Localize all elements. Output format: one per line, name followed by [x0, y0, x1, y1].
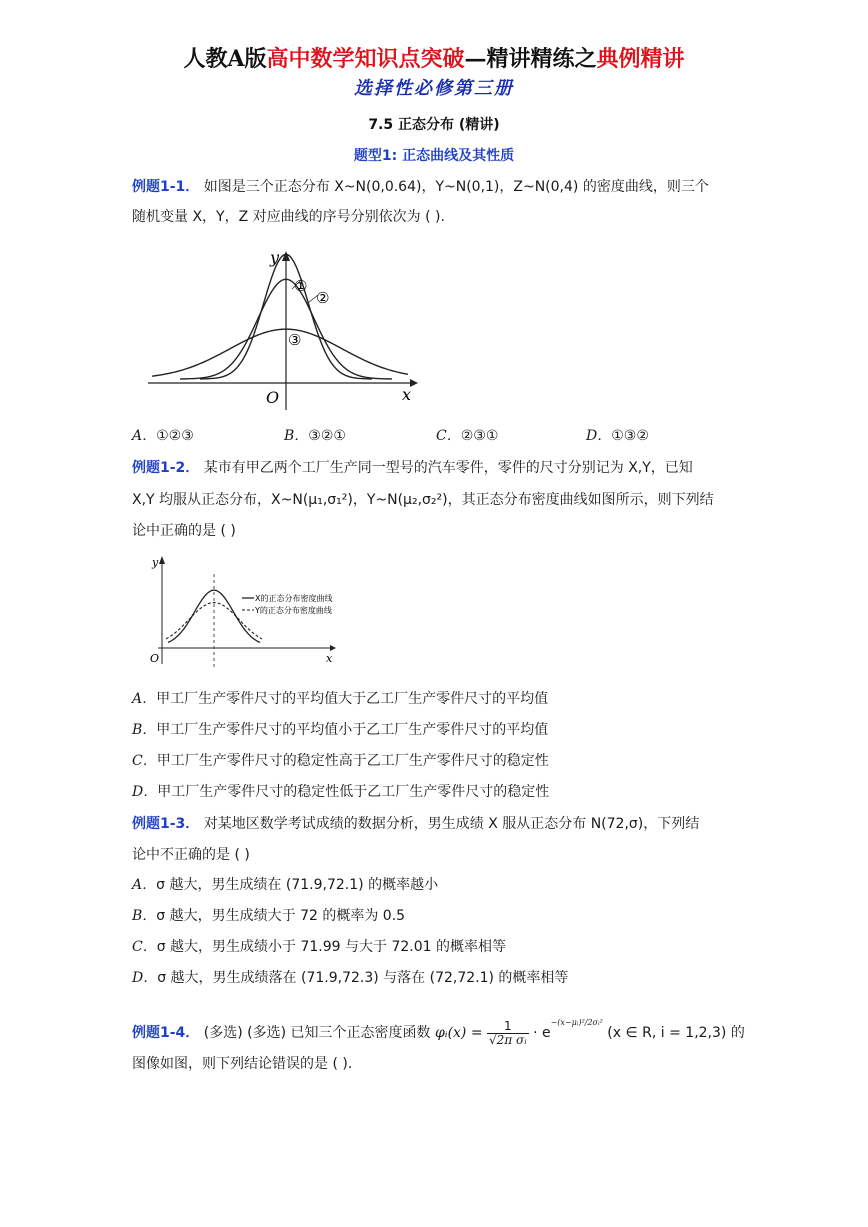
q2-origin-label: O — [150, 652, 160, 665]
q1-option-a — [132, 425, 194, 447]
q1-curve-3 — [152, 329, 408, 376]
q1-curve-label-2: ② — [316, 289, 330, 307]
header-title-part: —精讲精练之 — [464, 46, 597, 72]
option-text: 甲工厂生产零件尺寸的平均值小于乙工厂生产零件尺寸的平均值 — [156, 722, 549, 738]
q1-line-2: 随机变量 X，Y，Z 对应曲线的序号分别依次为 ( ). — [132, 209, 445, 225]
q2-label: 例题1-2． — [132, 460, 200, 476]
document-subtitle: 选择性必修第三册 — [354, 78, 514, 99]
option-text: σ 越大，男生成绩落在 (71.9,72.3) 与落在 (72,72.1) 的概率相等 — [157, 970, 569, 986]
q1-x-label: x — [402, 385, 412, 404]
q4-domain: (x ∈ R, i = 1,2,3) 的 — [607, 1025, 745, 1041]
option-text: 甲工厂生产零件尺寸的稳定性高于乙工厂生产零件尺寸的稳定性 — [156, 753, 549, 769]
option-text: σ 越大，男生成绩小于 71.99 与大于 72.01 的概率相等 — [156, 939, 506, 955]
option-letter: D． — [132, 784, 158, 800]
header-title-highlight: 典例精讲 — [596, 46, 685, 72]
q4-func-lhs: φᵢ(x) = — [434, 1025, 488, 1041]
option-letter: A． — [132, 428, 157, 444]
option-letter: C． — [132, 753, 157, 769]
option-letter: D． — [132, 970, 158, 986]
q2-legend-solid: X的正态分布密度曲线 — [255, 594, 333, 603]
q1-y-label: y — [270, 248, 280, 267]
q2-x-label: x — [326, 652, 333, 665]
q3-option-c — [132, 936, 506, 958]
option-text: 甲工厂生产零件尺寸的稳定性低于乙工厂生产零件尺寸的稳定性 — [157, 784, 550, 800]
option-text: 甲工厂生产零件尺寸的平均值大于乙工厂生产零件尺寸的平均值 — [156, 691, 549, 707]
document-header-title — [0, 44, 868, 74]
q3-label: 例题1-3． — [132, 816, 200, 832]
q2-legend-dashed: Y的正态分布密度曲线 — [255, 606, 332, 615]
q1-curve-label-3: ③ — [288, 331, 302, 349]
q1-option-c — [436, 425, 498, 447]
q2-option-c — [132, 750, 549, 772]
option-letter: C． — [132, 939, 157, 955]
q4-exp-base: · e — [533, 1025, 551, 1041]
question-type-title: 题型1: 正态曲线及其性质 — [353, 148, 515, 164]
option-text: ③②① — [308, 428, 346, 444]
q1-curve-label-1: ① — [294, 277, 308, 295]
option-text: ②③① — [460, 428, 499, 444]
option-text: ①②③ — [156, 428, 194, 444]
q3-option-b — [132, 905, 405, 927]
q4-frac-num: 1 — [487, 1020, 529, 1034]
q2-option-d — [132, 781, 549, 803]
q2-y-label: y — [152, 556, 159, 569]
q3-line-2: 论中不正确的是 ( ) — [132, 847, 250, 863]
q1-figure — [140, 245, 420, 415]
q1-option-b — [284, 425, 346, 447]
option-letter: B． — [132, 722, 157, 738]
q1-label: 例题1-1． — [132, 179, 200, 195]
option-letter: A． — [132, 877, 157, 893]
q4-line-1 — [132, 1008, 745, 1048]
header-title-highlight: 高中数学知识点突破 — [266, 46, 465, 72]
q2-text-1: 某市有甲乙两个工厂生产同一型号的汽车零件，零件的尺寸分别记为 X,Y，已知 — [203, 460, 693, 476]
q4-line-2: 图像如图，则下列结论错误的是 ( ). — [132, 1056, 353, 1072]
option-letter: C． — [436, 428, 461, 444]
q1-option-d — [586, 425, 649, 447]
q4-frac-den: √2π σᵢ — [489, 1032, 527, 1047]
option-letter: B． — [132, 908, 157, 924]
q1-line-1 — [132, 176, 742, 198]
option-letter: A． — [132, 691, 157, 707]
header-title-part: 人教A版 — [183, 46, 267, 72]
q4-prefix: (多选) (多选) 已知三个正态密度函数 — [203, 1025, 435, 1041]
q1-text-1: 如图是三个正态分布 X~N(0,0.64)，Y~N(0,1)，Z~N(0,4) 的密度曲线，则三个 — [203, 179, 709, 195]
q2-line-2: X,Y 均服从正态分布，X~N(μ₁,σ₁²)，Y~N(μ₂,σ₂²)，其正态分布密度曲线如图所示，则下列结 — [132, 492, 714, 508]
section-title: 7.5 正态分布 (精讲) — [368, 117, 500, 133]
option-text: ①③② — [611, 428, 649, 444]
q3-text-1: 对某地区数学考试成绩的数据分析，男生成绩 X 服从正态分布 N(72,σ)，下列结 — [203, 816, 700, 832]
q1-x-arrow — [410, 379, 418, 387]
q2-option-b — [132, 719, 548, 741]
q2-figure — [148, 552, 348, 670]
q2-line-3: 论中正确的是 ( ) — [132, 523, 236, 539]
option-text: σ 越大，男生成绩大于 72 的概率为 0.5 — [156, 908, 406, 924]
option-letter: D． — [586, 428, 612, 444]
q4-exp-sup: −(x−μᵢ)²/2σᵢ² — [550, 1018, 603, 1027]
option-letter: B． — [284, 428, 309, 444]
q1-origin-label: O — [266, 388, 280, 407]
q3-option-d — [132, 967, 568, 989]
q3-option-a — [132, 874, 438, 896]
option-text: σ 越大，男生成绩在 (71.9,72.1) 的概率越小 — [156, 877, 439, 893]
q2-line-1 — [132, 457, 742, 479]
q2-option-a — [132, 688, 548, 710]
q4-fraction — [487, 1020, 529, 1047]
q3-line-1 — [132, 813, 742, 835]
q4-label: 例题1-4． — [132, 1025, 200, 1041]
